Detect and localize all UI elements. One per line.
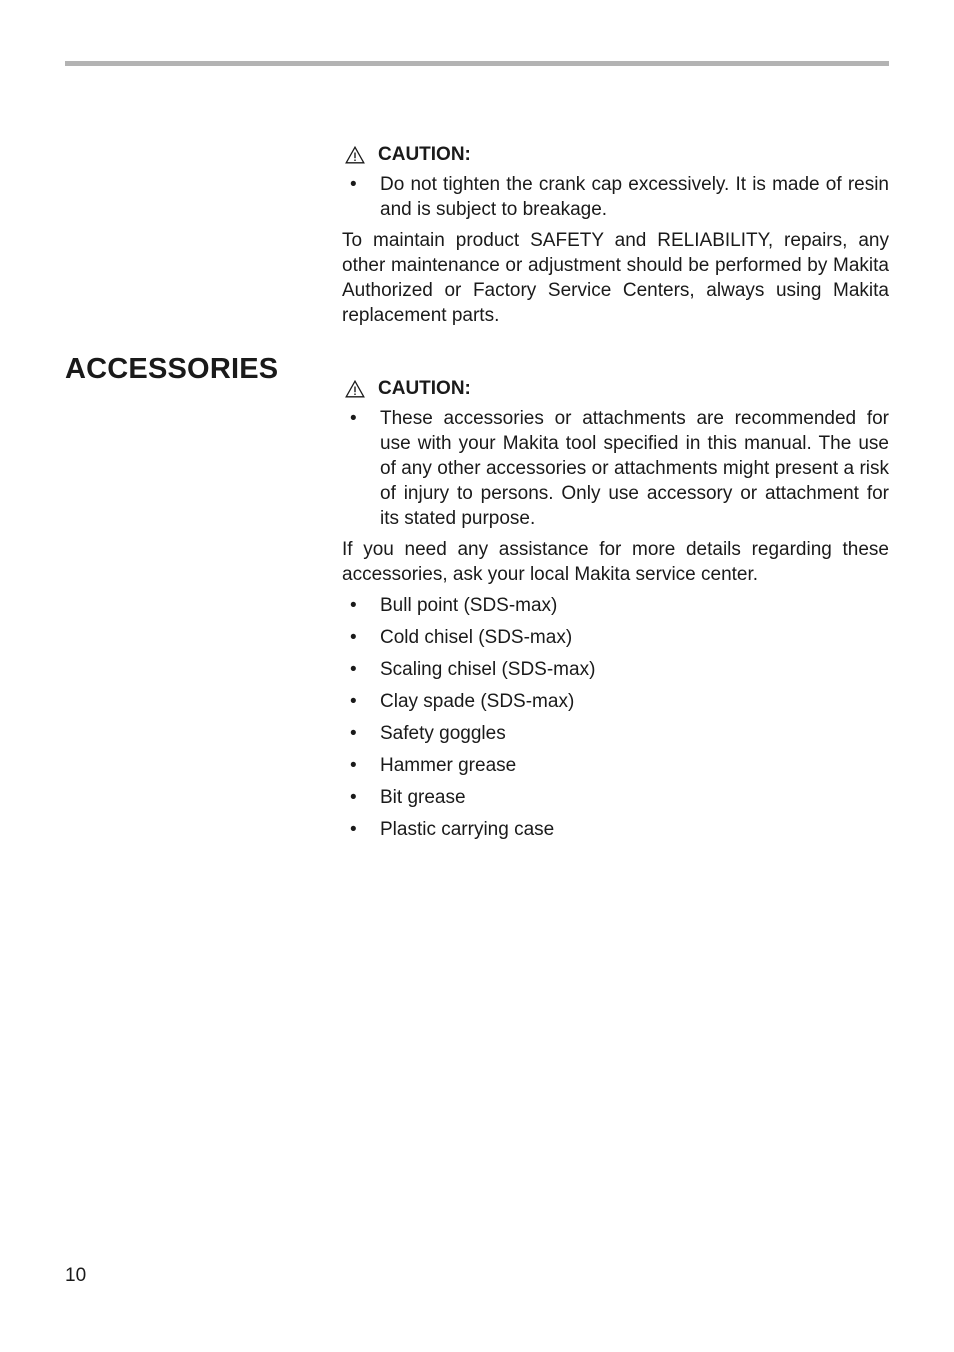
list-item: • Bull point (SDS-max) [342, 593, 889, 618]
warning-triangle-icon [345, 380, 365, 398]
caution-heading [342, 376, 889, 401]
list-item: • Plastic carrying case [342, 817, 889, 842]
caution-heading [342, 142, 889, 167]
list-item: • Clay spade (SDS-max) [342, 689, 889, 714]
section-title: ACCESSORIES [65, 353, 279, 385]
caution-block-crank-cap [342, 142, 889, 328]
list-item: • Hammer grease [342, 753, 889, 778]
caution-bullet-list [342, 406, 889, 531]
assistance-paragraph: If you need any assistance for more details regarding these accessories, ask your local Makita service center. [342, 539, 889, 585]
warning-triangle-icon [345, 146, 365, 164]
header-rule [65, 61, 889, 66]
list-item: • Scaling chisel (SDS-max) [342, 657, 889, 682]
caution-label: CAUTION: [378, 144, 471, 165]
page-number: 10 [65, 1265, 87, 1286]
caution-bullet-list [342, 172, 889, 222]
caution-label: CAUTION: [378, 378, 471, 399]
accessory-list [342, 593, 889, 842]
list-item: • Safety goggles [342, 721, 889, 746]
caution-block-accessories [342, 376, 889, 849]
maintenance-paragraph: To maintain product SAFETY and RELIABILITY, repairs, any other maintenance or adjustment should be performed by Makita Authorized or Factory Service Centers, always using Makita replacement parts. [342, 230, 889, 326]
caution-bullet: • These accessories or attachments are recommended for use with your Makita tool specified in this manual. The use of any other accessories or attachments might present a risk of injury to persons. Only use accessory or attachment for its stated purpose. [342, 406, 889, 531]
list-item: • Cold chisel (SDS-max) [342, 625, 889, 650]
list-item: • Bit grease [342, 785, 889, 810]
caution-bullet: • Do not tighten the crank cap excessively. It is made of resin and is subject to breakage. [342, 172, 889, 222]
